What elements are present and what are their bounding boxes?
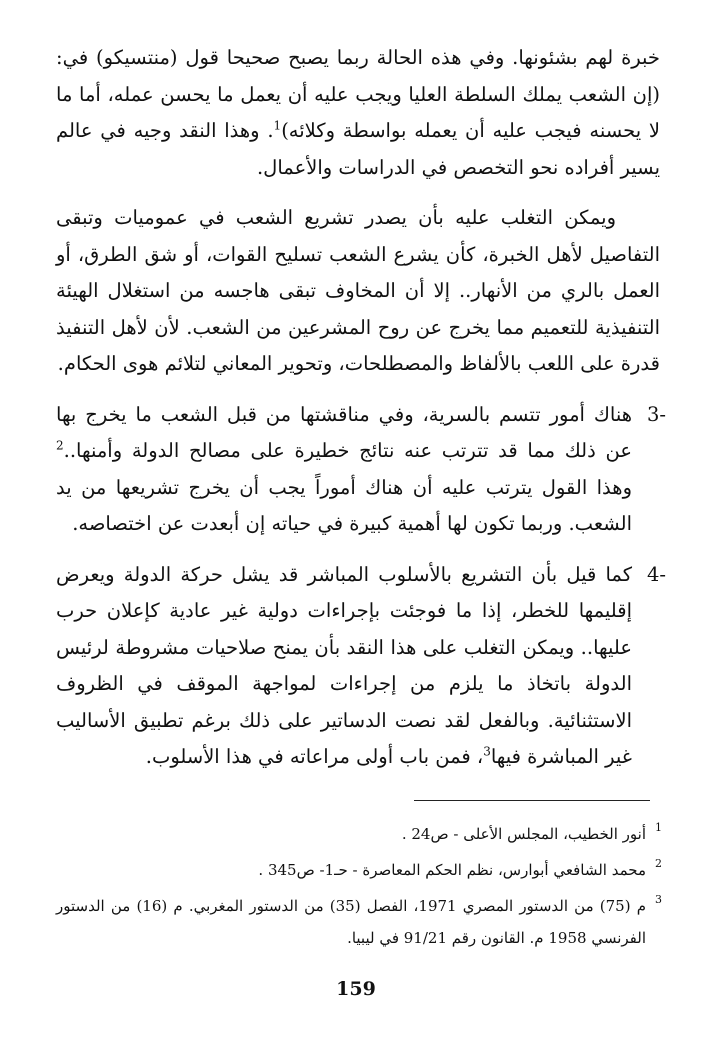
list-item-3: 3- هناك أمور تتسم بالسرية، وفي مناقشتها من قبل الشعب ما يخرج بها عن ذلك مما قد تترتب عنه نتائج خطيرة على مصالح الدولة وأمنها..$^2$ وهذا القول يترتب عليه أن هناك أموراً يجب أن يخرج تشريعها من يد الشعب. وربما تكون لها أهمية كبيرة في حياته إن أبعدت عن اختصاصه. [56, 397, 660, 543]
list-item-4: 4- كما قيل بأن التشريع بالأسلوب المباشر قد يشل حركة الدولة ويعرض إقليمها للخطر، إذا ما فوجئت بإجراءات دولية غير عادية كإعلان حرب عليها.. ويمكن التغلب على هذا النقد بأن يمنح صلاحيات مشروطة لرئيس الدولة باتخاذ ما يلزم من إجراءات لمواجهة الموقف في الظروف الاستثنائية. وبالفعل لقد نصت الدساتير على ذلك برغم تطبيق الأساليب غير المباشرة فيها$^3$، فمن باب أولى مراعاته في هذا الأسلوب. [56, 557, 660, 776]
footnote-2: 2 محمد الشافعي أبوارس، نظم الحكم المعاصرة - حـ1- ص345 . [258, 857, 662, 879]
body-text [56, 40, 666, 776]
list-number-4: 4- [647, 562, 666, 586]
paragraph-1: خبرة لهم بشئونها. وفي هذه الحالة ربما يصبح صحيحا قول (منتسيكو) في: (إن الشعب يملك السلطة العليا ويجب عليه أن يعمل ما يحسن عمله، أما ما لا يحسنه فيجب عليه أن يعمله بواسطة وكلائه)$^1$. وهذا النقد وجيه في عالم يسير أفراده نحو التخصص في الدراسات والأعمال. [56, 46, 660, 179]
footnote-ref-3[interactable]: 3 [483, 744, 491, 759]
footnote-3: 3 م (75) من الدستور المصري 1971، الفصل (35) من الدستور المغربي. م (16) من الدستور الفرنسي 1958 م. القانون رقم 91/21 في ليبيا. [56, 893, 662, 947]
footnote-ref-1[interactable]: 1 [273, 118, 282, 133]
footnote-1: 1 أنور الخطيب، المجلس الأعلى - ص24 . [401, 821, 662, 843]
page-number: 159 [336, 978, 376, 1000]
footnotes [56, 818, 662, 958]
footnote-separator [414, 800, 650, 801]
footnote-ref-2[interactable]: 2 [56, 438, 64, 453]
list-number-3: 3- [647, 402, 666, 426]
paragraph-2: ويمكن التغلب عليه بأن يصدر تشريع الشعب في عموميات وتبقى التفاصيل لأهل الخبرة، كأن يشرع الشعب تسليح القوات، أو شق الطرق، أو العمل بالري من الأنهار.. إلا أن المخاوف تبقى هاجسه من استغلال الهيئة التنفيذية للتعميم مما يخرج عن روح المشرعين من الشعب. لأن لأهل التنفيذ قدرة على اللعب بالألفاظ والمصطلحات، وتحوير المعاني لتلائم هوى الحكام. [56, 206, 660, 375]
